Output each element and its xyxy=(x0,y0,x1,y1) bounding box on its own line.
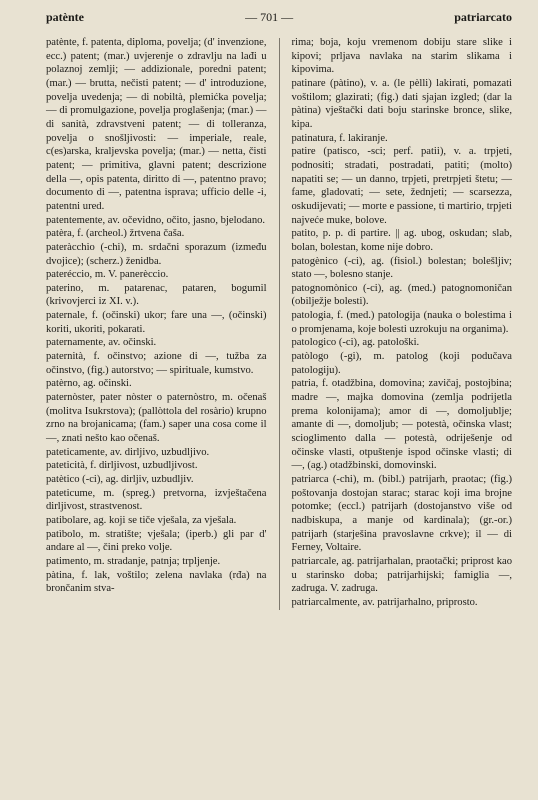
left-column xyxy=(46,36,267,610)
dictionary-entry: patito, p. p. di partire. || ag. ubog, oskudan; slab, bolan, bolestan, kome nije dobro. xyxy=(291,228,512,253)
dictionary-entry: patriarca (-chi), m. (bibl.) patrijarh, praotac; (fig.) poštovanja dostojan starac; starac koji ima brojne potomke; (eccl.) patrijarh (dostojanstvo više od nadbiskupa, a manje od kardinala); (gr.-or.) patrijarh (starješina pravoslavne crkve); il — di Ferney, Voltaire. xyxy=(291,474,512,554)
dictionary-entry: patinare (pàtino), v. a. (le pèlli) lakirati, pomazati voštilom; glazirati; (fig.) dati sjajan izgled; (dar la pàtina) vještački dati boju starinske bronce, slike, kipa. xyxy=(291,77,512,130)
dictionary-entry: patètico (-ci), ag. dirljiv, uzbudljiv. xyxy=(46,474,194,485)
dictionary-entry-continuation: rima; boja, koju vremenom dobiju stare slike i kipovi; prljava navlaka na starim slikama i kipovima. xyxy=(291,37,512,76)
dictionary-entry: patènte, f. patenta, diploma, povelja; (d' invenzione, ecc.) patent; (mar.) uvjerenje o zdravlju na lađi u polaznoj zemlji; — addizionale, poredni patent; (mar.) — brutta, nečisti patent; — d' introduzione, povelja uvedenja; — di nobiltà, plemićka povelja; — di promulgazione, povelja proglašenja; (mar.) — di sanità, zdravstveni patent; — di tolleranza, povelja o snošljivosti: — imperiale, reale, c(es)arska, kraljevska povelja; (mar.) — netta, čisti patent; — primitiva, glavni patent; descrizione della —, opis patenta, diritto di —, patentno pravo; documento di —, patentna isprava; ufficio delle -i, patentni ured. xyxy=(46,37,267,212)
dictionary-entry: pateréccio, m. V. panerèccio. xyxy=(46,269,169,281)
dictionary-entry: paternale, f. (očinski) ukor; fare una —, (očinski) koriti, ukoriti, pokarati. xyxy=(46,310,267,335)
dictionary-entry: patriarcalmente, av. patrijarhalno, priprosto. xyxy=(291,596,478,608)
dictionary-entry: patentemente, av. očevidno, očito, jasno, bjelodano. xyxy=(46,214,266,226)
dictionary-entry: paterino, m. patarenac, pataren, bogumil (krivovjerci iz XI. v.). xyxy=(46,282,267,308)
dictionary-entry: pateràcchio (-chi), m. srdačni sporazum (između dvojice); (scherz.) ženidba. xyxy=(46,241,267,267)
dictionary-entry: patòlogo (-gi), m. patolog (koji podučava patologiju). xyxy=(291,351,512,376)
dictionary-entry: patìbolo, m. stratište; vješala; (iperb.) gli par d' andare al —, čini preko volje. xyxy=(46,528,267,554)
page-header xyxy=(46,10,512,32)
dictionary-entry: paternamente, av. očinski. xyxy=(46,337,157,349)
dictionary-entry: patibolare, ag. koji se tiče vješala, za vješala. xyxy=(46,514,237,526)
dictionary-entry: patire (patisco, -sci; perf. patii), v. a. trpjeti, podnositi; stradati, postradati, patiti; (molto) napatiti se; — un danno, trpjeti, pretrpjeti štetu; — fame, gladovati; — sete, žednjeti; — scarsezza, oskudijevati; — morte e passione, ti martirio, trpjeti najveće muke, bolove. xyxy=(291,146,512,226)
dictionary-entry: paternità, f. očinstvo; azione di —, tužba za očinstvo, (fig.) autorstvo; — spirituale, kumstvo. xyxy=(46,351,267,376)
dictionary-entry: paternòster, pater nòster o paternòstro, m. očenaš (molitva Isukrstova); (pallòttola del rosàrio) krupno zrno na brojanicama; (fam.) saper una cosa come il —, znati nešto kao očenaš. xyxy=(46,392,267,445)
dictionary-entry: patèra, f. (archeol.) žrtvena čaša. xyxy=(46,228,185,240)
dictionary-entry: pateticamente, av. dirljivo, uzbudljivo. xyxy=(46,446,210,458)
dictionary-entry: patogènico (-ci), ag. (fisiol.) bolestan; bolešljiv; stato —, bolesno stanje. xyxy=(291,255,512,281)
dictionary-entry: patimento, m. stradanje, patnja; trpljenje. xyxy=(46,555,221,567)
columns xyxy=(46,36,512,610)
dictionary-entry: pateticume, m. (spreg.) pretvorna, izvještačena dirljivost, strastvenost. xyxy=(46,487,267,513)
dictionary-entry: patria, f. otadžbina, domovina; zavičaj, postojbina; madre —, majka domovina (zemlja podrijetla prema kolonijama); amor di —, domoljublje; amante di —, domoljub; — potestà, očinska vlast; scioglimento dalla — potestà, odriješenje od očinske vlasti, otpuštenje ispod očinske vlasti; di —, (ag.) otadžbinski, domovinski. xyxy=(291,378,512,472)
dictionary-entry: patologia, f. (med.) patologija (nauka o bolestima i o promjenama, koje bolesti uzrokuju na organima). xyxy=(291,310,512,335)
dictionary-entry: patinatura, f. lakiranje. xyxy=(291,132,388,144)
dictionary-entry: patologico (-ci), ag. patološki. xyxy=(291,337,420,349)
header-right-word: patriarcato xyxy=(454,10,512,24)
dictionary-entry: pateticità, f. dirljivost, uzbudljivost. xyxy=(46,460,198,472)
dictionary-entry: pàtina, f. lak, voštilo; zelena navlaka (rđa) na brončanim stva- xyxy=(46,569,267,595)
column-divider xyxy=(279,38,280,610)
right-column xyxy=(291,36,512,610)
header-left-word: patènte xyxy=(46,10,84,24)
dictionary-entry: patèrno, ag. očinski. xyxy=(46,378,132,390)
dictionary-entry: patognomònico (-ci), ag. (med.) patognomoničan (obilježje bolesti). xyxy=(291,282,512,308)
dictionary-entry: patriarcale, ag. patrijarhalan, praotački; priprost kao u starinsko doba; patrijarhijski; famiglia —, zadruga. V. zadruga. xyxy=(291,555,512,595)
page-number: — 701 — xyxy=(245,10,294,24)
